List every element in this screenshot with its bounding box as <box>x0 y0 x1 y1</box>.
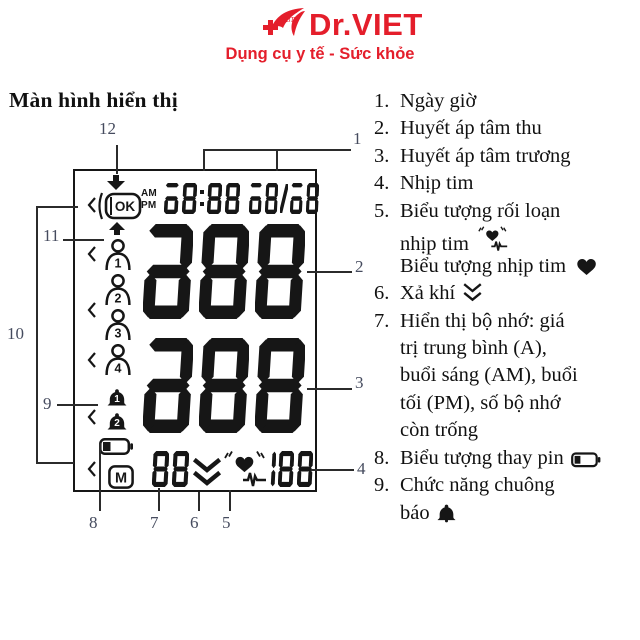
legend-line: 3. Huyết áp tâm trương <box>374 144 571 167</box>
pulse-digit <box>278 451 294 487</box>
callout-label-5: 5 <box>222 513 231 532</box>
svg-text:4: 4 <box>114 361 122 375</box>
legend-line: báo <box>371 500 637 527</box>
callout-label-7: 7 <box>150 513 159 532</box>
memory-label: M <box>114 470 128 487</box>
lcd-display <box>73 169 317 492</box>
brand-name: Dr.VIET <box>309 7 423 42</box>
callout-line <box>307 271 352 273</box>
chevron-left-icon <box>87 352 97 368</box>
callout-label-2: 2 <box>355 257 364 276</box>
svg-text:2: 2 <box>114 418 120 429</box>
legend-line: 4. Nhịp tim <box>374 172 474 195</box>
legend-line: còn trống <box>400 419 478 442</box>
legend-list <box>371 88 637 527</box>
legend-line: buổi sáng (AM), buổi <box>400 364 578 387</box>
deflate-icon <box>462 283 483 303</box>
irregular-heartbeat-icon <box>476 225 508 254</box>
arrow-down-icon <box>105 175 127 190</box>
callout-label-4: 4 <box>357 459 366 478</box>
legend-line: 6. Xả khí <box>371 280 637 307</box>
callout-line <box>229 490 231 511</box>
callout-line <box>307 388 352 390</box>
chevron-left-icon <box>87 461 97 477</box>
pulse-digit <box>260 451 276 487</box>
date-digit <box>249 183 262 214</box>
time-colon <box>200 190 204 194</box>
callout-label-9: 9 <box>43 394 52 413</box>
time-digit <box>225 183 240 214</box>
diastolic-digit <box>255 338 305 433</box>
callout-line <box>36 206 78 208</box>
callout-label-1: 1 <box>353 129 362 148</box>
logo-small-text: iBT <box>284 16 295 24</box>
callout-line <box>63 239 104 241</box>
callout-label-8: 8 <box>89 513 98 532</box>
heart-icon <box>573 256 597 276</box>
legend-line: 5. Biểu tượng rối loạn <box>374 199 561 222</box>
callout-line <box>276 149 278 171</box>
legend-line: 2. Huyết áp tâm thu <box>374 117 542 140</box>
battery-icon <box>571 452 601 468</box>
bell-icon <box>437 503 456 523</box>
alarm-bell-1-icon <box>107 388 127 408</box>
arrow-up-icon <box>108 222 126 235</box>
svg-text:1: 1 <box>114 256 122 270</box>
alarm-bell-2-icon <box>107 412 127 432</box>
cuff-ok-icon <box>95 191 143 221</box>
legend-line: 8. Biểu tượng thay pin <box>371 445 637 472</box>
deflate-icon <box>193 458 221 488</box>
user-3-icon <box>103 309 133 340</box>
diastolic-digit <box>143 338 193 433</box>
callout-line <box>36 206 38 463</box>
user-1-icon <box>103 239 133 270</box>
user-2-icon <box>103 274 133 305</box>
memory-digit <box>152 451 169 487</box>
time-colon <box>200 202 204 206</box>
ampm-label <box>141 188 157 211</box>
callout-line <box>99 443 101 511</box>
legend-line: tối (PM), số bộ nhớ <box>400 391 561 414</box>
date-digit <box>306 183 319 214</box>
pm-label: PM <box>141 199 157 211</box>
systolic-digit <box>143 224 193 319</box>
memory-digit <box>172 451 189 487</box>
callout-label-12: 12 <box>99 119 116 138</box>
diastolic-digit <box>199 338 249 433</box>
systolic-digit <box>255 224 305 319</box>
chevron-left-icon <box>87 409 97 425</box>
svg-text:2: 2 <box>114 291 122 305</box>
time-digit <box>207 183 222 214</box>
date-slash <box>280 184 288 213</box>
brand-tagline: Dụng cụ y tế - Sức khỏe <box>225 45 415 63</box>
callout-line <box>203 149 205 171</box>
systolic-digit <box>199 224 249 319</box>
callout-line <box>57 404 98 406</box>
drviet-logo-icon <box>256 5 308 46</box>
chevron-left-icon <box>87 302 97 318</box>
memory-icon <box>108 465 134 489</box>
svg-text:1: 1 <box>114 394 120 405</box>
callout-line <box>198 492 200 511</box>
callout-label-11: 11 <box>43 226 60 245</box>
legend-line: nhịp tim <box>371 225 637 252</box>
legend-line: 1. Ngày giờ <box>374 90 477 112</box>
date-digit <box>265 183 278 214</box>
legend-line: 7. Hiển thị bộ nhớ: giá <box>374 309 565 332</box>
callout-line <box>311 469 354 471</box>
battery-icon <box>99 438 133 455</box>
legend-line: Biểu tượng nhịp tim <box>371 253 637 280</box>
callout-line <box>36 462 74 464</box>
user-4-icon <box>103 344 133 375</box>
callout-label-6: 6 <box>190 513 199 532</box>
callout-line <box>116 145 118 174</box>
time-digit <box>164 183 179 214</box>
callout-line <box>158 488 160 511</box>
ok-label: OK <box>114 199 136 214</box>
legend-line: trị trung bình (A), <box>400 336 547 359</box>
chevron-left-icon <box>87 246 97 262</box>
callout-label-3: 3 <box>355 373 364 392</box>
am-label: AM <box>141 188 157 199</box>
callout-label-10: 10 <box>7 324 24 343</box>
legend-line: 9. Chức năng chuông <box>374 474 555 497</box>
time-digit <box>182 183 197 214</box>
page-title: Màn hình hiển thị <box>9 88 178 112</box>
date-digit <box>290 183 303 214</box>
svg-text:3: 3 <box>114 326 122 340</box>
